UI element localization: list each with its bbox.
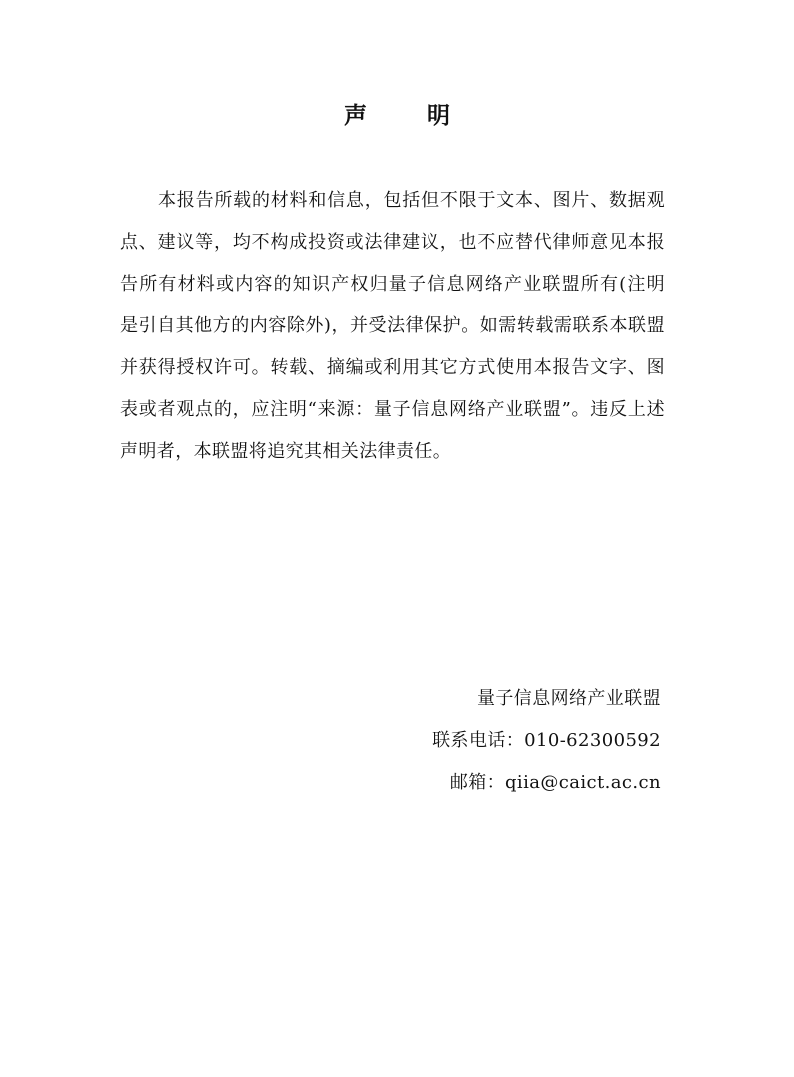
contact-email: 邮箱：qiia@caict.ac.cn bbox=[449, 772, 661, 793]
statement-line: 本报告所载的材料和信息，包括但不限于文本、图片、数据观 bbox=[158, 190, 665, 211]
statement-line: 声明者，本联盟将追究其相关法律责任。 bbox=[120, 440, 452, 462]
statement-line: 表或者观点的，应注明“来源：量子信息网络产业联盟”。违反上述 bbox=[120, 398, 665, 420]
statement-line: 并获得授权许可。转载、摘编或利用其它方式使用本报告文字、图 bbox=[120, 357, 665, 379]
statement-line: 是引自其他方的内容除外)，并受法律保护。如需转载需联系本联盟 bbox=[120, 315, 665, 337]
organization-name: 量子信息网络产业联盟 bbox=[477, 688, 661, 709]
page-title: 声 明 bbox=[343, 103, 476, 129]
statement-paragraph bbox=[120, 180, 665, 473]
signature-block bbox=[432, 678, 661, 804]
statement-line: 告所有材料或内容的知识产权归量子信息网络产业联盟所有(注明 bbox=[120, 273, 665, 295]
statement-line: 点、建议等，均不构成投资或法律建议，也不应替代律师意见本报 bbox=[120, 231, 665, 253]
contact-phone: 联系电话：010-62300592 bbox=[432, 730, 661, 751]
